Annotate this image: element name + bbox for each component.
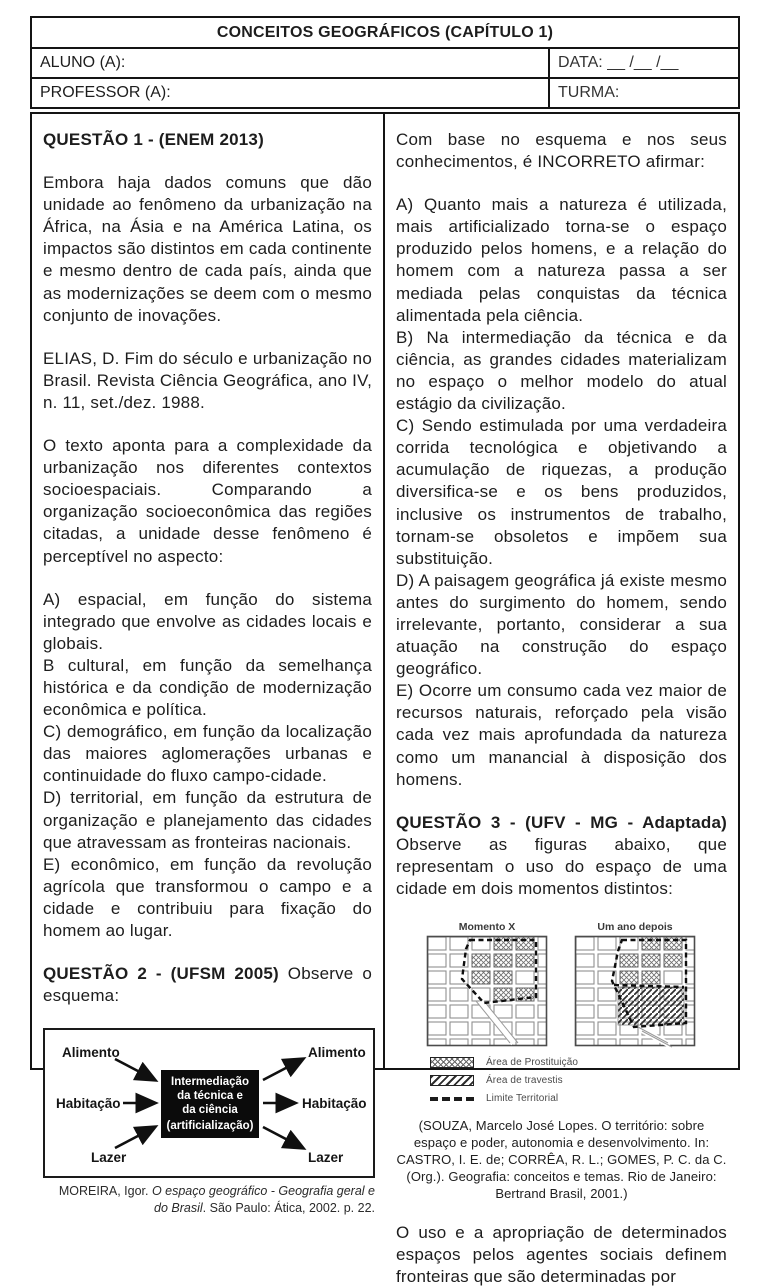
question2-title-text: QUESTÃO 2 - (UFSM 2005): [43, 964, 279, 984]
question2-option-e: E) Ocorre um consumo cada vez maior de recursos naturais, reforçado pela visão cada vez mais aprofundada da natureza como um manancial à disposição dos homens.: [396, 681, 727, 789]
question1-citation: ELIAS, D. Fim do século e urbanização no Brasil. Revista Ciência Geográfica, ano IV, n. 11, set./dez. 1988.: [43, 348, 372, 412]
schema-label-left-lazer: Lazer: [91, 1150, 127, 1166]
legend-row-travestis: [430, 1075, 727, 1086]
question2-schema-figure: [43, 1028, 375, 1217]
question1-title: QUESTÃO 1 - (ENEM 2013): [43, 130, 264, 149]
map2-travestis-area: [618, 987, 684, 1025]
schema-label-right-habitacao: Habitação: [302, 1096, 367, 1112]
legend-label-prostituicao: Área de Prostituição: [486, 1057, 579, 1069]
schema-caption: [43, 1183, 375, 1217]
question2-title: [43, 963, 372, 1007]
schema-center-line1: Intermediação: [171, 1076, 249, 1089]
question1-option-a: A) espacial, em função do sistema integrado que envolve as cidades locais e globais.: [43, 589, 372, 653]
student-name-field: ALUNO (A):: [32, 49, 550, 77]
schema-label-right-alimento: Alimento: [308, 1045, 366, 1061]
schema-label-right-lazer: Lazer: [308, 1150, 344, 1166]
right-column: [385, 114, 738, 1286]
map-um-ano-depois: [574, 921, 696, 1047]
map2-title: Um ano depois: [597, 921, 673, 934]
legend-row-prostituicao: [430, 1057, 727, 1068]
document-title: CONCEITOS GEOGRÁFICOS (CAPÍTULO 1): [32, 18, 738, 49]
schema-caption-part3: . São Paulo: Ática, 2002. p. 22.: [202, 1201, 375, 1216]
question1-option-e: E) econômico, em função da revolução agrícola que transformou o campo e a cidade e contribuiu para fixação do homem ao lugar.: [43, 854, 372, 940]
schema-diagram: [45, 1030, 373, 1176]
question2-option-d: D) A paisagem geográfica já existe mesmo antes do surgimento do homem, sendo irrelevante, portanto, considerar a sua atuação na construção do espaço geográfico.: [396, 570, 727, 679]
question3-closing: O uso e a apropriação de determinados espaços pelos agentes sociais definem fronteiras que são determinadas por: [396, 1222, 727, 1286]
teacher-name-field: PROFESSOR (A):: [32, 79, 550, 107]
question3-instruction: Observe as figuras abaixo, que representam o uso do espaço de uma cidade em dois momentos distintos:: [396, 834, 727, 898]
schema-center-line2: da técnica e: [177, 1090, 243, 1103]
question1-options: [43, 589, 372, 943]
diagonal-hatch-swatch-icon: [430, 1075, 474, 1086]
questions-container: [30, 112, 740, 1286]
question2-instruction: Observe o esquema:: [43, 964, 372, 1006]
schema-center-line4: (artificialização): [166, 1120, 254, 1133]
legend-row-limite: [430, 1093, 727, 1104]
question2-options: [396, 194, 727, 791]
question2-option-c: C) Sendo estimulada por uma verdadeira corrida tecnológica e objetivando a acumulação de riquezas, a produção diversifica-se e os bens produzidos, inclusive os instrumentos de trabalho, tornam-se obsoletos e impõem sua substituição.: [396, 416, 727, 568]
map1-title: Momento X: [458, 921, 516, 934]
question1-option-b: B cultural, em função da semelhança histórica e da condição de modernização econômica e política.: [43, 655, 372, 720]
legend-label-travestis: Área de travestis: [486, 1075, 563, 1087]
dashed-line-swatch-icon: [430, 1097, 474, 1101]
schema-label-left-alimento: Alimento: [62, 1045, 120, 1061]
question1-option-c: C) demográfico, em função da localização das maiores aglomerações urbanas e continuidade do fluxo campo-cidade.: [43, 722, 372, 786]
question3-figure: [396, 921, 727, 1104]
date-field: DATA: __ /__ /__: [558, 54, 679, 71]
question3-citation: (SOUZA, Marcelo José Lopes. O território: sobre espaço e poder, autonomia e desenvolvimento. In: CASTRO, I. E. de; CORRÊA, R. L.; GOMES, P. C. da C. (Org.). Geografia: conceitos e temas. Rio de Janeiro: Bertrand Brasil, 2001.): [396, 1118, 727, 1201]
map2-image: [574, 935, 696, 1047]
question3-title-text: QUESTÃO 3 - (UFV - MG - Adaptada): [396, 812, 727, 832]
legend-label-limite: Limite Territorial: [486, 1093, 559, 1105]
map-legend: [430, 1057, 727, 1104]
header-table: [30, 16, 740, 109]
header-row-teacher: [32, 79, 738, 107]
question1-intro: Embora haja dados comuns que dão unidade ao fenômeno da urbanização na África, na Ásia e na América Latina, os impactos são distintos em cada continente e mesmo dentro de cada país, ainda que as modernizações se deem com o mesmo conjunto de inovações.: [43, 173, 372, 325]
schema-center-line3: da ciência: [182, 1104, 238, 1117]
left-column: [32, 114, 385, 1216]
map-momento-x: [426, 921, 548, 1047]
header-row-student: [32, 49, 738, 79]
schema-label-left-habitacao: Habitação: [56, 1096, 121, 1112]
class-field: TURMA:: [558, 84, 620, 101]
crosshatch-swatch-icon: [430, 1057, 474, 1068]
question2-option-a: A) Quanto mais a natureza é utilizada, mais artificializado torna-se o espaço produzido pelos homens, e a relação do homem com a natureza passa a ser mediada pelas conquistas da técnica alimentada pela ciência.: [396, 195, 727, 325]
map1-image: [426, 935, 548, 1047]
question2-prompt: Com base no esquema e nos seus conhecimentos, é INCORRETO afirmar:: [396, 130, 727, 172]
question2-option-b: B) Na intermediação da técnica e da ciência, as grandes cidades materializam no espaço o melhor modelo do atual estágio da civilização.: [396, 327, 727, 414]
schema-diagram-frame: [43, 1028, 375, 1178]
question1-option-d: D) territorial, em função da estrutura de organização e planejamento das cidades que atravessam as fronteiras nacionais.: [43, 788, 372, 852]
question3-title: [396, 812, 727, 900]
schema-caption-part2: O espaço geográfico - Geografia geral e do Brasil: [151, 1184, 375, 1216]
question1-prompt: O texto aponta para a complexidade da urbanização nos diferentes contextos socioespaciais. Comparando a organização socioeconômica das regiões citadas, a unidade desse fenômeno é perceptível no aspecto:: [43, 436, 372, 566]
maps-row: [426, 921, 727, 1047]
schema-caption-part1: MOREIRA, Igor.: [58, 1184, 152, 1199]
